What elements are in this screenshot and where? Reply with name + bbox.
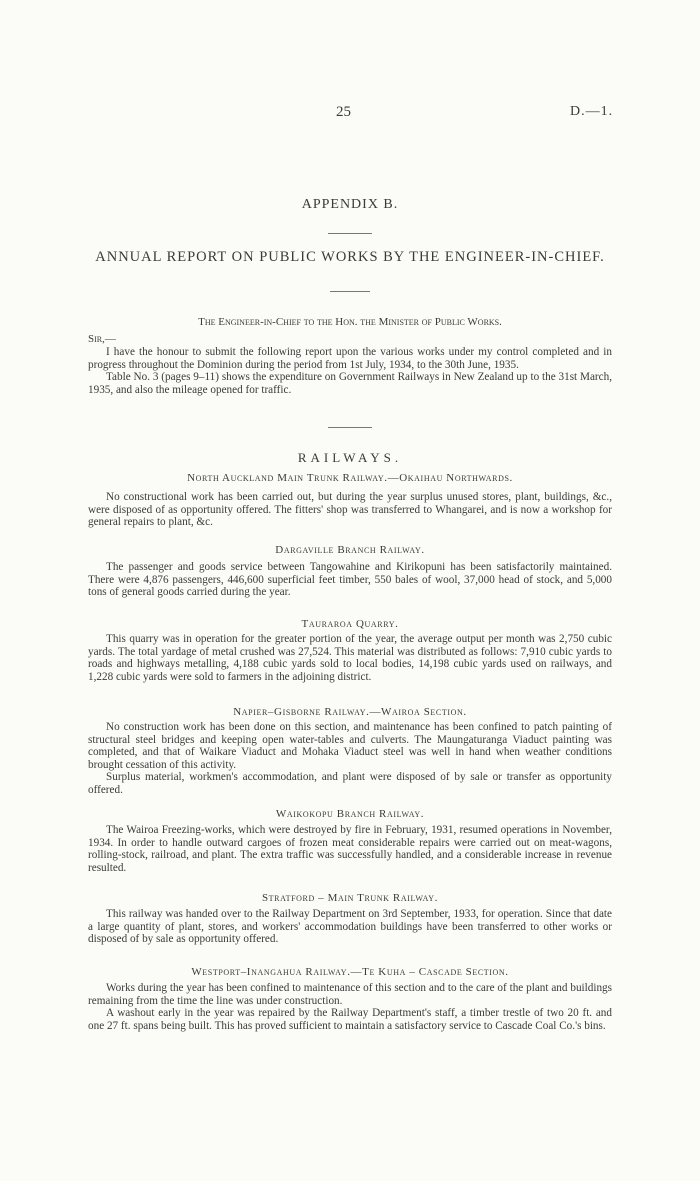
- subsection-heading: Tauraroa Quarry.: [301, 618, 399, 630]
- divider: [328, 233, 372, 234]
- subsection-body: [88, 491, 612, 529]
- paragraph: This quarry was in operation for the greater portion of the year, the average output per month was 2,750 cubic yards. The total yardage of metal crushed was 27,524. This material was distributed as follows: 7,910 cubic yards to roads and highways metalling, 4,188 cubic yards sold to local bodies, 14,198 cubic yards used on railways, and 1,228 cubic yards were sold to farmers in the adjoining district.: [88, 633, 612, 683]
- subsection-heading: Westport–Inangahua Railway.—Te Kuha – Cascade Section.: [191, 966, 509, 978]
- subsection-heading: Napier–Gisborne Railway.—Wairoa Section.: [233, 706, 467, 718]
- appendix-title: APPENDIX B.: [301, 197, 399, 212]
- subsection-heading: Waikokopu Branch Railway.: [275, 808, 425, 820]
- report-title: ANNUAL REPORT ON PUBLIC WORKS BY THE ENGINEER-IN-CHIEF.: [95, 249, 605, 265]
- paragraph: I have the honour to submit the following report upon the various works under my control completed and in progress throughout the Dominion during the period from 1st July, 1934, to the 30th June, 1935.: [88, 346, 612, 371]
- paragraph: The Wairoa Freezing-works, which were destroyed by fire in February, 1931, resumed operations in November, 1934. In order to handle outward cargoes of frozen meat considerable repairs were carried out on meat-wagons, rolling-stock, railroad, and plant. The extra traffic was successfully handled, and a considerable increase in revenue resulted.: [88, 824, 612, 874]
- intro-text: [88, 346, 612, 396]
- divider: [328, 427, 372, 428]
- subsection-heading: Stratford – Main Trunk Railway.: [261, 892, 439, 904]
- paragraph: Works during the year has been confined to maintenance of this section and to the care of the plant and buildings remaining from the time the line was under construction.: [88, 982, 612, 1007]
- subsection-body: [88, 982, 612, 1032]
- subsection-body: [88, 633, 612, 683]
- paragraph: No constructional work has been carried out, but during the year surplus unused stores, plant, buildings, &c., were disposed of as opportunity offered. The fitters' shop was transferred to Whangarei, and is now a workshop for general repairs to plant, &c.: [88, 491, 612, 528]
- paragraph: Table No. 3 (pages 9–11) shows the expenditure on Government Railways in New Zealand up to the 31st March, 1935, and also the mileage opened for traffic.: [88, 371, 612, 396]
- paragraph: The passenger and goods service between Tangowahine and Kirikopuni has been satisfactorily maintained. There were 4,876 passengers, 446,600 superficial feet timber, 550 bales of wool, 37,000 head of stock, and 5,000 tons of general goods carried during the year.: [88, 561, 612, 598]
- document-reference: D.—1.: [570, 104, 614, 119]
- page-number: 25: [336, 104, 351, 120]
- address-line: The Engineer-in-Chief to the Hon. the Minister of Public Works.: [198, 316, 502, 328]
- salutation: Sir,—: [88, 333, 116, 345]
- section-heading-railways: RAILWAYS.: [297, 450, 403, 465]
- divider: [330, 291, 370, 292]
- paragraph: No construction work has been done on this section, and maintenance has been confined to patch painting of structural steel bridges and keeping open water-tables and culverts. The Maungaturanga Viaduct painting was completed, and that of Waikare Viaduct and Mohaka Viaduct steel was well in hand when weather conditions brought cessation of this activity.: [88, 721, 612, 771]
- subsection-body: [88, 561, 612, 599]
- subsection-body: [88, 908, 612, 946]
- paragraph: This railway was handed over to the Railway Department on 3rd September, 1933, for operation. Since that date a large quantity of plant, stores, and workers' accommodation buildings have been transferred to other works or disposed of by sale as opportunity offered.: [88, 908, 612, 945]
- subsection-heading: Dargaville Branch Railway.: [275, 544, 425, 556]
- paragraph: A washout early in the year was repaired by the Railway Department's staff, a timber trestle of two 20 ft. and one 27 ft. spans being built. This has proved sufficient to maintain a satisfactory service to Cascade Coal Co.'s bins.: [88, 1007, 612, 1032]
- subsection-heading: North Auckland Main Trunk Railway.—Okaihau Northwards.: [187, 472, 513, 484]
- subsection-body: [88, 721, 612, 796]
- subsection-body: [88, 824, 612, 874]
- paragraph: Surplus material, workmen's accommodation, and plant were disposed of by sale or transfer as opportunity offered.: [88, 771, 612, 796]
